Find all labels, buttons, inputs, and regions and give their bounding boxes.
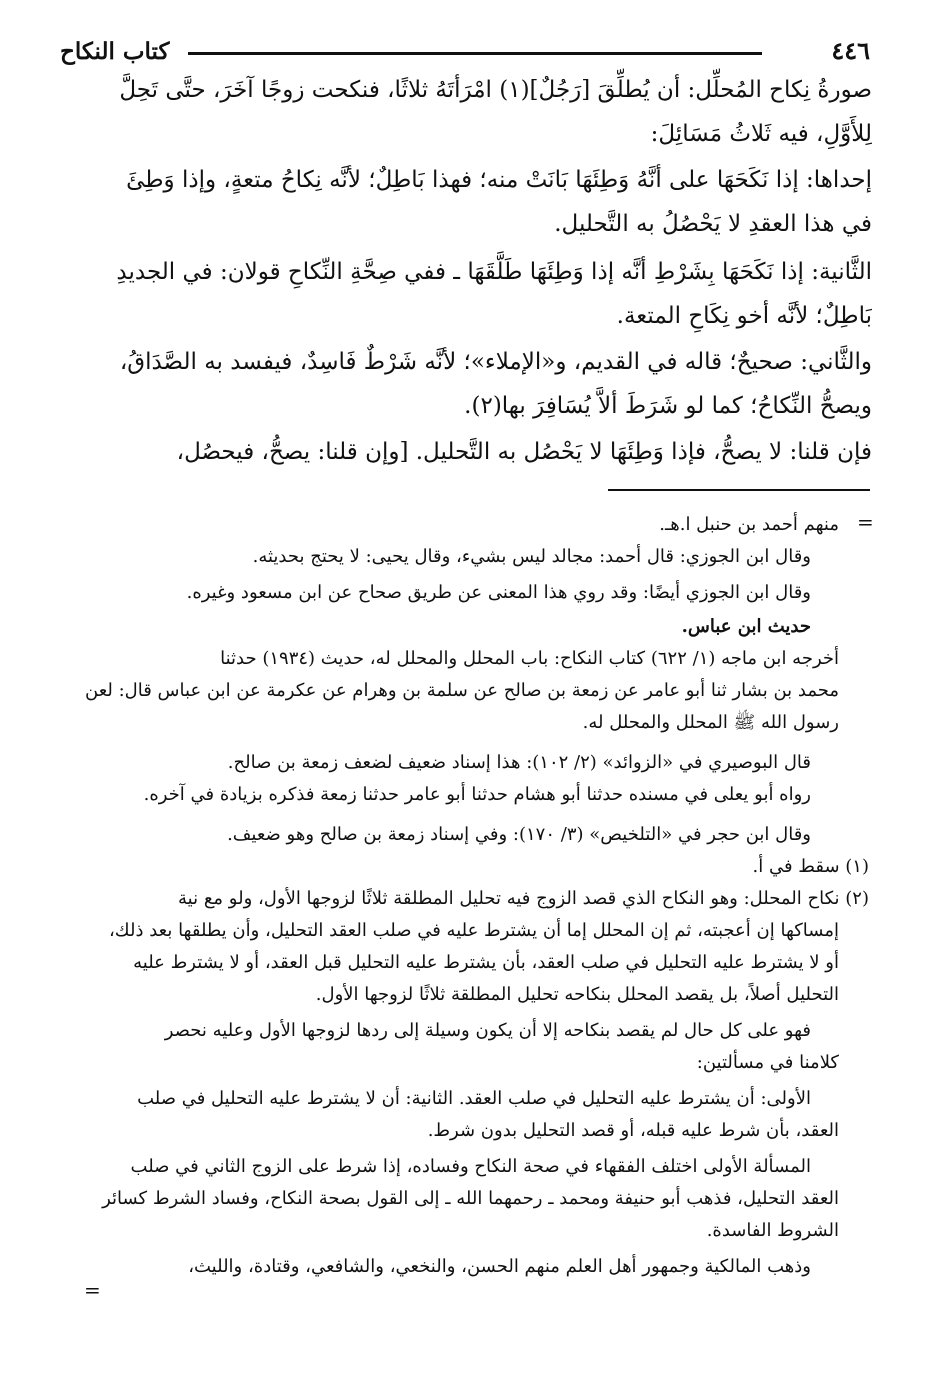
footnote-takhrij-line: أخرجه ابن ماجه (١/ ٦٢٢) كتاب النكاح: باب المحلل والمحلل له، حديث (١٩٣٤) حدثنا <box>220 648 839 669</box>
footnote-takhrij-line: محمد بن بشار ثنا أبو عامر عن زمعة بن صالح عن سلمة بن وهرام عن عكرمة عن ابن عباس قال: لعن <box>85 680 839 701</box>
footnote-2-line: أو لا يشترط عليه التحليل في صلب العقد، بأن يشترط عليه التحليل قبل العقد، أو لا يشترط عليه <box>133 952 839 973</box>
paragraph-conclusion <box>96 430 872 474</box>
footnote-2-line: العقد، بأن شرط عليه قبله، أو قصد التحليل بدون شرط. <box>427 1120 839 1141</box>
text-line: إحداها: إذا نَكَحَهَا على أنَّهُ وَطِئَهَا بَانَتْ منه؛ فهذا بَاطِلٌ؛ لأنَّه نِكاحُ متعةٍ، وإذا وَطِئَ <box>126 167 872 193</box>
footnote-takhrij-line: رسول الله ﷺ المحلل والمحلل له. <box>582 712 839 733</box>
text-line: صورةُ نِكاح المُحلِّل: أن يُطلِّقَ [رَجُلٌ](١) امْرَأتَهُ ثلاثًا، فنكحت زوجًا آخَرَ، حتَّى تَحِلَّ <box>119 77 872 103</box>
paragraph-first-issue <box>96 158 872 246</box>
header-rule <box>188 52 762 55</box>
footnote-ibn-hajar: وقال ابن حجر في «التلخيص» (٣/ ١٧٠): وفي إسناد زمعة بن صالح وهو ضعيف. <box>227 824 811 845</box>
footnote-2-line: كلامنا في مسألتين: <box>696 1052 839 1073</box>
running-header <box>60 36 870 72</box>
text-line: فإن قلنا: لا يصحُّ، فإذا وَطِئَهَا لا يَحْصُل به التَّحليل. [وإن قلنا: يصحُّ، فيحصُل، <box>176 439 872 465</box>
footnote-separator <box>608 489 870 491</box>
footnote-2-line: إمساكها إن أعجبته، ثم إن المحلل إما أن يشترط عليه في صلب العقد التحليل، وأن يطلقها بعد ذلك، <box>109 920 839 941</box>
footnote-quote: وقال ابن الجوزي أيضًا: وقد روي هذا المعنى عن طريق صحاح عن ابن مسعود وغيره. <box>186 582 811 603</box>
footnote-2-line: (٢) نكاح المحلل: وهو النكاح الذي قصد الزوج فيه تحليل المطلقة ثلاثًا لزوجها الأول، ولو مع نية <box>178 888 869 909</box>
text-line: في هذا العقدِ لا يَحْصُلُ به التَّحليل. <box>554 211 872 237</box>
footnote-2-line: التحليل أصلاً، بل يقصد المحلل بنكاحه تحليل المطلقة ثلاثًا لزوجها الأول. <box>315 984 839 1005</box>
footnote-2-line: وذهب المالكية وجمهور أهل العلم منهم الحسن، والنخعي، والشافعي، وقتادة، والليث، <box>188 1256 811 1277</box>
footnote-continuation: منهم أحمد بن حنبل ا.هـ. <box>659 514 839 535</box>
text-line: والثَّاني: صحيحٌ؛ قاله في القديم، و«الإملاء»؛ لأنَّه شَرْطٌ فَاسِدٌ، فيفسد به الصَّدَاقُ، <box>119 349 872 375</box>
chapter-title: كتاب النكاح <box>60 38 170 65</box>
text-line: الثَّانية: إذا نَكَحَهَا بِشَرْطِ أنَّه إذا وَطِئَهَا طَلَّقَهَا ـ ففي صِحَّةِ النِّكاحِ قولان: في الجديدِ <box>116 259 872 285</box>
continuation-mark: = <box>84 1278 101 1302</box>
footnote-busiri-line: رواه أبو يعلى في مسنده حدثنا أبو هشام حدثنا أبو عامر حدثنا زمعة فذكره بزيادة في آخره. <box>143 784 811 805</box>
footnote-2-line: الأولى: أن يشترط عليه التحليل في صلب العقد. الثانية: أن لا يشترط عليه التحليل في صلب <box>137 1088 811 1109</box>
footnote-2-line: المسألة الأولى اختلف الفقهاء في صحة النكاح وفساده، إذا شرط على الزوج الثاني في صلب <box>130 1156 811 1177</box>
footnote-2-line: فهو على كل حال لم يقصد بنكاحه إلا أن يكون وسيلة إلى ردها لزوجها الأول وعليه نحصر <box>164 1020 811 1041</box>
page-number: ٤٤٦ <box>831 36 870 65</box>
footnote-quote: وقال ابن الجوزي: قال أحمد: مجالد ليس بشيء، وقال يحيى: لا يحتج بحديثه. <box>252 546 811 567</box>
paragraph-second-issue <box>96 250 872 338</box>
footnote-hadith-heading: حديث ابن عباس. <box>681 616 811 637</box>
paragraph-second-opinion <box>96 340 872 428</box>
continuation-mark: = <box>857 510 874 534</box>
text-line: بَاطِلٌ؛ لأنَّه أخو نِكَاحِ المتعة. <box>616 303 872 329</box>
footnote-2-line: العقد التحليل، فذهب أبو حنيفة ومحمد ـ رحمهما الله ـ إلى القول بصحة النكاح، وفساد الشرط كسائر <box>102 1188 839 1209</box>
footnote-busiri-line: قال البوصيري في «الزوائد» (٢/ ١٠٢): هذا إسناد ضعيف لضعف زمعة بن صالح. <box>227 752 811 773</box>
text-line: لِلأَوَّلِ، فيه ثَلاثُ مَسَائِلَ: <box>650 121 872 147</box>
footnote-1: (١) سقط في أ. <box>752 856 869 877</box>
footnote-2-line: الشروط الفاسدة. <box>706 1220 839 1241</box>
paragraph-intro <box>96 68 872 156</box>
text-line: ويصحُّ النِّكاحُ؛ كما لو شَرَطَ ألاَّ يُسَافِرَ بها(٢). <box>464 393 872 419</box>
